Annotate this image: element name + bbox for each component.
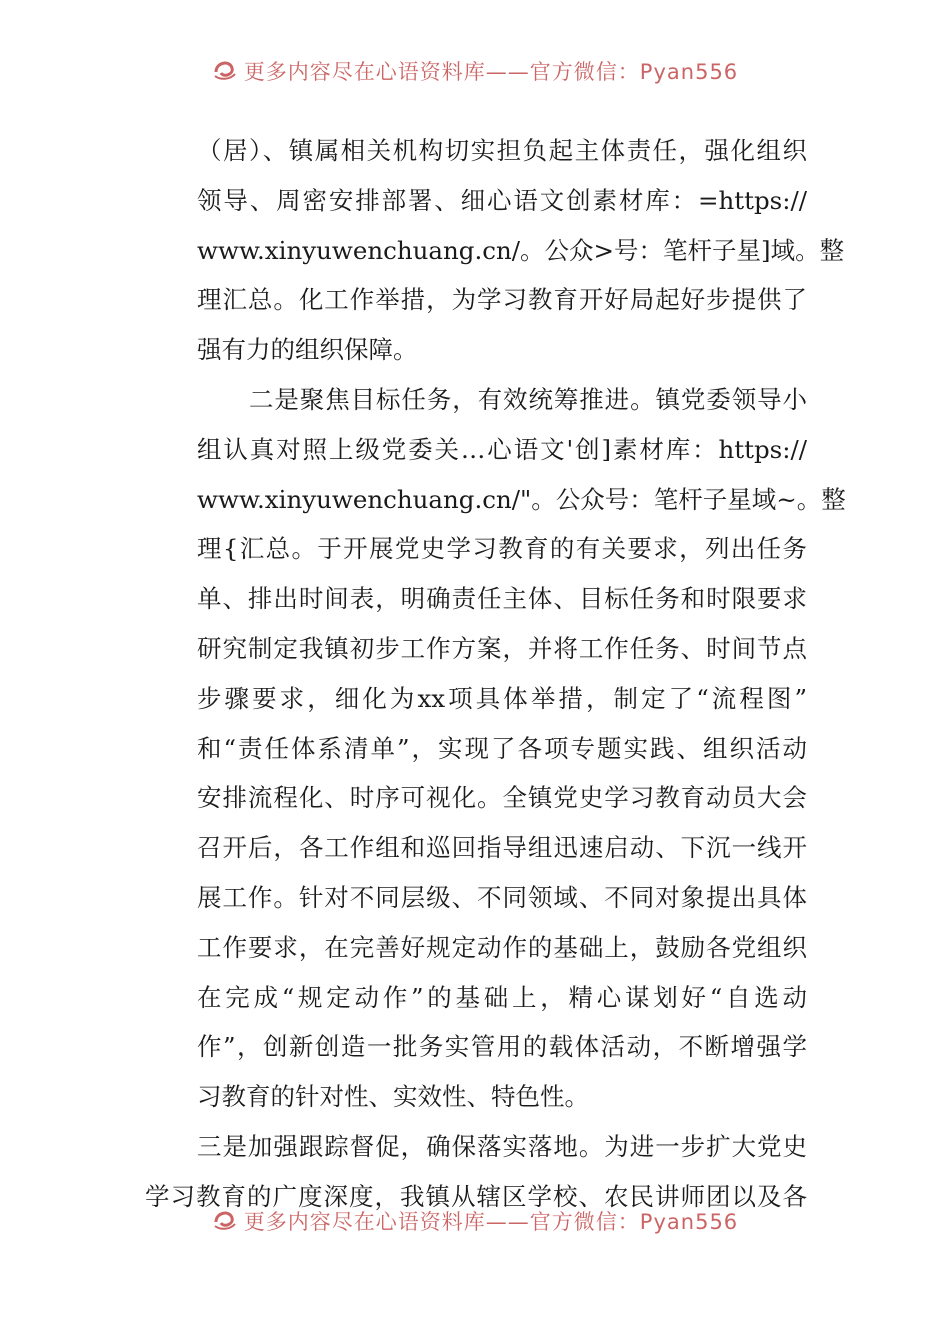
text-line: 二是聚焦目标任务，有效统筹推进。镇党委领导小 [249,384,807,414]
text-line: 在完成“规定动作”的基础上，精心谋划好“自选动 [197,982,807,1012]
text-line: 理{汇总。于开展党史学习教育的有关要求，列出任务 [197,534,807,564]
text-line: www.xinyuwenchuang.cn/。公众>号：笔杆子星]域。整 [197,235,845,265]
text-line: 单、排出时间表，明确责任主体、目标任务和时限要求 [197,584,807,614]
text-line: 学习教育的广度深度，我镇从辖区学校、农民讲师团以及各 [145,1181,807,1211]
text-line: 习教育的针对性、实效性、特色性。 [197,1082,589,1112]
watermark-text: 更多内容尽在心语资料库——官方微信：Pyan556 [243,60,739,84]
text-line: （居）、镇属相关机构切实担负起主体责任，强化组织 [197,136,807,165]
text-line: 作”，创新创造一批务实管用的载体活动，不断增强学 [197,1032,807,1062]
text-line: 领导、周密安排部署、细心语文创素材库：=https:// [197,185,807,215]
text-line: www.xinyuwenchuang.cn/"。公众号：笔杆子星域~。整 [197,484,846,514]
text-line: 理汇总。化工作举措，为学习教育开好局起好步提供了 [197,285,807,315]
swirl-logo-icon [212,56,238,87]
text-line: 强有力的组织保障。 [197,335,418,365]
watermark-text: 更多内容尽在心语资料库——官方微信：Pyan556 [243,1210,739,1234]
text-line: 研究制定我镇初步工作方案，并将工作任务、时间节点 [197,633,807,663]
swirl-logo-icon [212,1206,238,1237]
text-line: 三是加强跟踪督促，确保落实落地。为进一步扩大党史 [197,1131,807,1161]
text-line: 安排流程化、时序可视化。全镇党史学习教育动员大会 [197,783,807,813]
text-line: 工作要求，在完善好规定动作的基础上，鼓励各党组织 [197,932,807,962]
text-line: 召开后，各工作组和巡回指导组迅速启动、下沉一线开 [197,833,807,863]
text-line: 步骤要求，细化为xx项具体举措，制定了“流程图” [197,683,807,713]
text-line: 展工作。针对不同层级、不同领域、不同对象提出具体 [197,882,807,912]
document-body [145,126,846,1222]
text-line: 组认真对照上级党委关…心语文'创]素材库：https:// [197,434,807,464]
header-watermark [0,56,950,86]
footer-watermark [0,1206,950,1236]
text-line: 和“责任体系清单”，实现了各项专题实践、组织活动 [197,733,807,763]
